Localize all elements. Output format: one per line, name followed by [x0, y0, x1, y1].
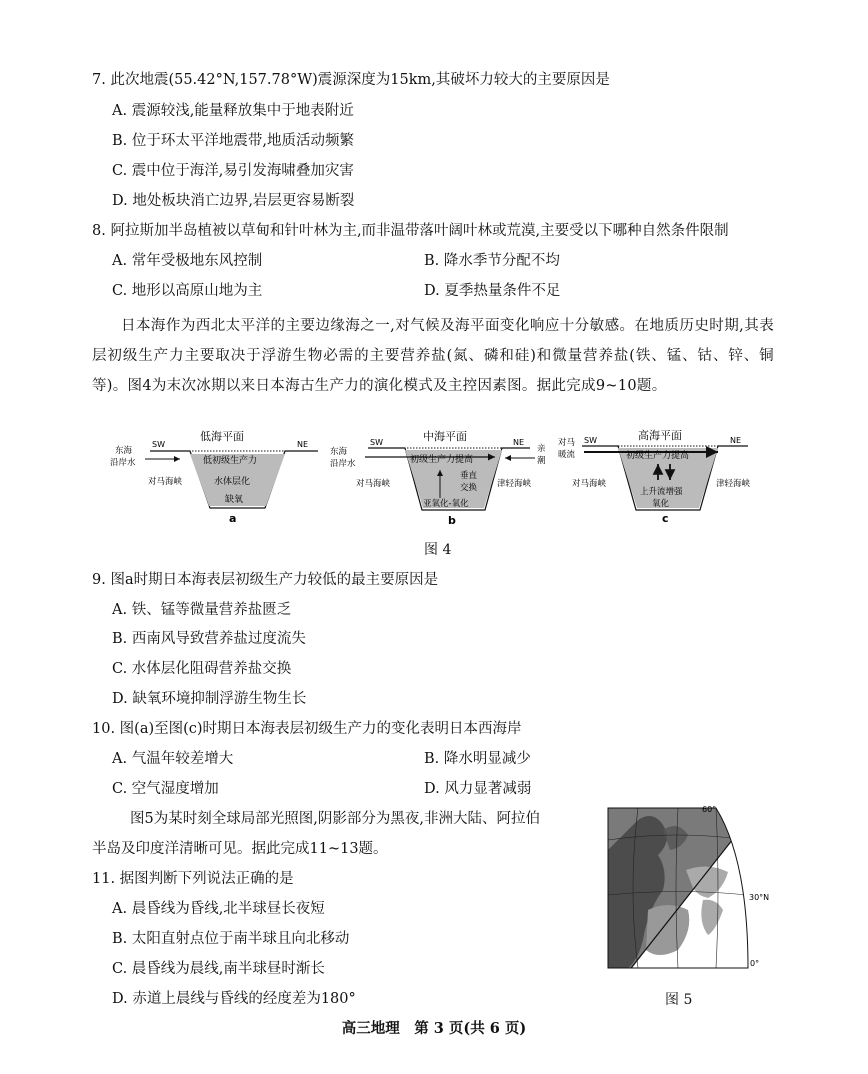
fig4c-label: c [662, 512, 669, 525]
fig4c-inflow-1: 对马 [558, 438, 576, 448]
q8-option-b: B. 降水季节分配不均 [424, 253, 560, 269]
fig4a-ne: NE [297, 440, 309, 449]
fig4b-inner: 初级生产力提高 [410, 455, 474, 465]
fig4b-strait-left: 对马海峡 [356, 479, 391, 489]
q9-option-b: B. 西南风导致营养盐过度流失 [112, 631, 306, 647]
q9-option-d: D. 缺氧环境抑制浮游生物生长 [112, 691, 307, 707]
q10-option-d: D. 风力显著减弱 [424, 781, 532, 797]
fig4b-inflow-2: 沿岸水 [330, 459, 356, 469]
q7-option-d: D. 地处板块消亡边界,岩层更容易断裂 [112, 193, 355, 209]
fig4-panel-c [558, 428, 751, 525]
fig4b-inflow-1: 东海 [330, 447, 348, 457]
fig4a-inflow-1: 东海 [115, 446, 133, 456]
q9-option-a: A. 铁、锰等微量营养盐匮乏 [112, 602, 292, 618]
q11-stem: 11. 据图判断下列说法正确的是 [92, 871, 294, 887]
fig4c-ne: NE [730, 436, 742, 445]
q9-option-c: C. 水体层化阻碍营养盐交换 [112, 661, 292, 677]
figure-4 [110, 428, 790, 528]
figure-5 [598, 800, 778, 972]
fig4c-sw: SW [584, 436, 597, 445]
q11-option-d: D. 赤道上晨线与昏线的经度差为180° [112, 991, 356, 1007]
fig4c-mid-2: 氧化 [652, 499, 670, 509]
fig4b-sw: SW [370, 438, 383, 447]
fig4b-title: 中海平面 [423, 430, 467, 443]
fig4c-strait-left: 对马海峡 [572, 479, 607, 489]
q11-option-c: C. 晨昏线为晨线,南半球昼时渐长 [112, 961, 325, 977]
fig4c-mid-1: 上升流增强 [640, 487, 683, 497]
fig4a-strait-left: 对马海峡 [148, 477, 183, 487]
fig4b-label: b [448, 514, 456, 527]
q7-option-c: C. 震中位于海洋,易引发海啸叠加灾害 [112, 163, 354, 179]
q8-stem: 8. 阿拉斯加半岛植被以草甸和针叶林为主,而非温带落叶阔叶林或荒漠,主要受以下哪种自然条件限制 [92, 223, 729, 239]
q8-option-c: C. 地形以高原山地为主 [112, 283, 263, 299]
q10-option-b: B. 降水明显减少 [424, 751, 531, 767]
passage-11-13-line2: 半岛及印度洋清晰可见。据此完成11~13题。 [92, 841, 388, 857]
passage-11-13-line1: 图5为某时刻全球局部光照图,阴影部分为黑夜,非洲大陆、阿拉伯 [130, 811, 540, 827]
fig5-lat-60: 60° [702, 805, 717, 814]
fig4b-bottom: 亚氧化-氧化 [423, 499, 469, 509]
fig4b-exchange-1: 垂直 [460, 471, 478, 481]
fig5-lat-0: 0° [750, 959, 760, 968]
fig4c-inner: 初级生产力提高 [626, 451, 690, 461]
fig4c-strait-right: 津轻海峡 [716, 479, 751, 489]
fig4a-sw: SW [152, 440, 165, 449]
q11-option-a: A. 晨昏线为昏线,北半球昼长夜短 [112, 901, 325, 917]
figure-4-caption: 图 4 [424, 542, 452, 558]
fig4c-title: 高海平面 [638, 429, 682, 442]
q7-option-b: B. 位于环太平洋地震带,地质活动频繁 [112, 133, 354, 149]
fig4b-strait-right: 津轻海峡 [497, 479, 532, 489]
fig4a-bottom: 缺氧 [225, 495, 244, 505]
fig4a-inner: 低初级生产力 [203, 456, 258, 466]
fig4b-ne: NE [513, 438, 525, 447]
q10-stem: 10. 图(a)至图(c)时期日本海表层初级生产力的变化表明日本西海岸 [92, 721, 522, 737]
q10-option-c: C. 空气湿度增加 [112, 781, 219, 797]
fig4-panel-b [330, 429, 546, 527]
q10-option-a: A. 气温年较差增大 [112, 751, 234, 767]
q8-option-d: D. 夏季热量条件不足 [424, 283, 561, 299]
fig4b-right-1: 亲 [537, 444, 546, 454]
fig4b-exchange-2: 交换 [460, 483, 478, 493]
q7-option-a: A. 震源较浅,能量释放集中于地表附近 [112, 103, 354, 119]
page-footer: 高三地理 第 3 页(共 6 页) [341, 1020, 527, 1037]
fig4a-label: a [229, 512, 237, 525]
q8-option-a: A. 常年受极地东风控制 [112, 253, 263, 269]
passage-9-10: 日本海作为西北太平洋的主要边缘海之一,对气候及海平面变化响应十分敏感。在地质历史时期,其表层初级生产力主要取决于浮游生物必需的主要营养盐(氮、磷和硅)和微量营养盐(铁、锰、钴、锌、铜等)。图4为末次冰期以来日本海古生产力的演化模式及主控因素图。据此完成9~10题。 [92, 318, 774, 394]
fig4b-right-2: 潮 [537, 456, 546, 466]
q7-stem: 7. 此次地震(55.42°N,157.78°W)震源深度为15km,其破坏力较大的主要原因是 [92, 72, 610, 88]
q9-stem: 9. 图a时期日本海表层初级生产力较低的最主要原因是 [92, 572, 439, 588]
fig4a-inflow-2: 沿岸水 [110, 458, 136, 468]
fig4-panel-a [110, 429, 318, 525]
fig4a-title: 低海平面 [200, 430, 244, 443]
fig5-lat-30n: 30°N [749, 893, 770, 902]
q11-option-b: B. 太阳直射点位于南半球且向北移动 [112, 931, 350, 947]
fig4c-inflow-2: 暖流 [558, 450, 576, 460]
fig4a-mid: 水体层化 [214, 477, 251, 487]
figure-5-caption: 图 5 [665, 992, 693, 1008]
